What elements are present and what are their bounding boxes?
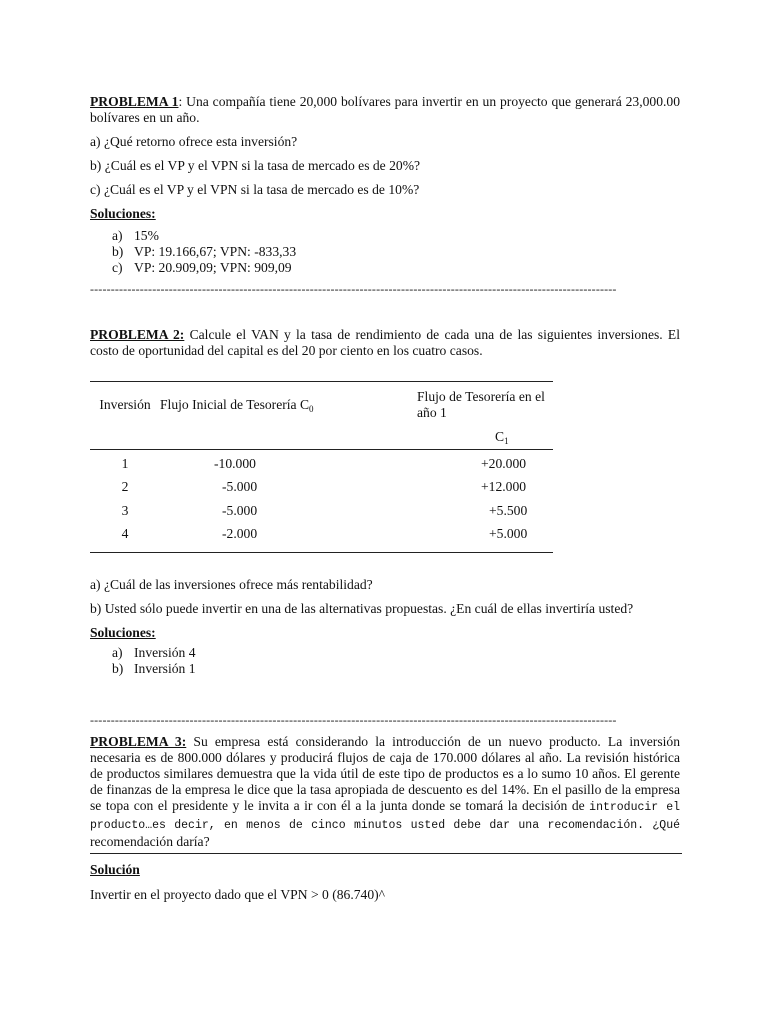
table-row: 3 -5.000 +5.500	[121, 502, 528, 518]
problem2-statement	[90, 327, 680, 359]
table-row: 2 -5.000 +12.000	[121, 479, 527, 495]
problem1-question-c: c) ¿Cuál es el VP y el VPN si la tasa de mercado es de 10%?	[90, 182, 420, 197]
problem2-text: Calcule el VAN y la tasa de rendimiento de cada una de las siguientes inversiones. El costo de oportunidad del capital es del 20 por ciento en los cuatro casos.	[90, 327, 680, 358]
list-item: a) Inversión 4	[112, 645, 196, 660]
problem2-question-b: b) Usted sólo puede invertir en una de las alternativas propuestas. ¿En cuál de ellas invertiría usted?	[90, 601, 634, 616]
table-header-c1: $C_1$	[417, 421, 553, 450]
table-header-inversion: Inversión	[90, 382, 160, 422]
list-item: a) 15%	[112, 228, 159, 243]
section-divider	[90, 853, 682, 854]
problem1-question-a: a) ¿Qué retorno ofrece esta inversión?	[90, 134, 298, 149]
table-row: 4 -2.000 +5.000	[90, 523, 553, 553]
problem1-statement	[90, 94, 680, 126]
investments-table	[90, 381, 553, 553]
problem1-solutions-heading: Soluciones:	[90, 206, 156, 221]
problem3-solution-text: Invertir en el proyecto dado que el VPN > 0 (86.740)^	[90, 887, 386, 902]
table-header-flujo-ano1: Flujo de Tesorería en el año 1	[417, 382, 553, 422]
list-item: b) VP: 19.166,67; VPN: -833,33	[112, 244, 297, 259]
separator-line: -------------------------------------------------------------------------------------------------------------------------------	[90, 282, 617, 296]
problem2-solutions-heading: Soluciones:	[90, 625, 156, 640]
list-item: b) Inversión 1	[112, 661, 196, 676]
problem1-question-b: b) ¿Cuál es el VP y el VPN si la tasa de mercado es de 20%?	[90, 158, 421, 173]
list-item: c) VP: 20.909,09; VPN: 909,09	[112, 260, 292, 275]
problem3-solution-heading: Solución	[90, 862, 140, 877]
problem2-question-a: a) ¿Cuál de las inversiones ofrece más rentabilidad?	[90, 577, 373, 592]
document-page	[90, 94, 680, 903]
problem3-statement: PROBLEMA 3: Su empresa está considerando la introducción de un nuevo producto. La inversión necesaria es de 800.000 dólares y producirá flujos de caja de 170.000 dólares al año. La revisión histórica de productos similares demuestra que la vida útil de este tipo de productos es a lo sumo 10 años. El gerente de finanzas de la empresa le dice que la tasa apropiada de descuento es del 14%. En el pasillo de la empresa se topa con el presidente y le invita a ir con él a la junta donde se tomará la decisión de introducir el producto…es decir, en menos de cinco minutos usted debe dar una recomendación. ¿Qué recomendación daría?	[90, 734, 680, 849]
table-row: 1 -10.000 +20.000	[121, 455, 527, 471]
problem1-label: PROBLEMA 1	[90, 94, 179, 109]
problem3-label: PROBLEMA 3:	[90, 734, 187, 749]
problem2-label: PROBLEMA 2:	[90, 327, 185, 342]
problem2-solutions-list	[90, 645, 680, 677]
separator-line: -------------------------------------------------------------------------------------------------------------------------------	[90, 713, 617, 727]
table-header-flujo-inicial: Flujo Inicial de Tesorería $C_0$	[160, 382, 417, 422]
problem1-solutions-list	[90, 228, 680, 276]
problem1-text: : Una compañía tiene 20,000 bolívares para invertir en un proyecto que generará 23,000.00 bolívares en un año.	[90, 94, 680, 125]
